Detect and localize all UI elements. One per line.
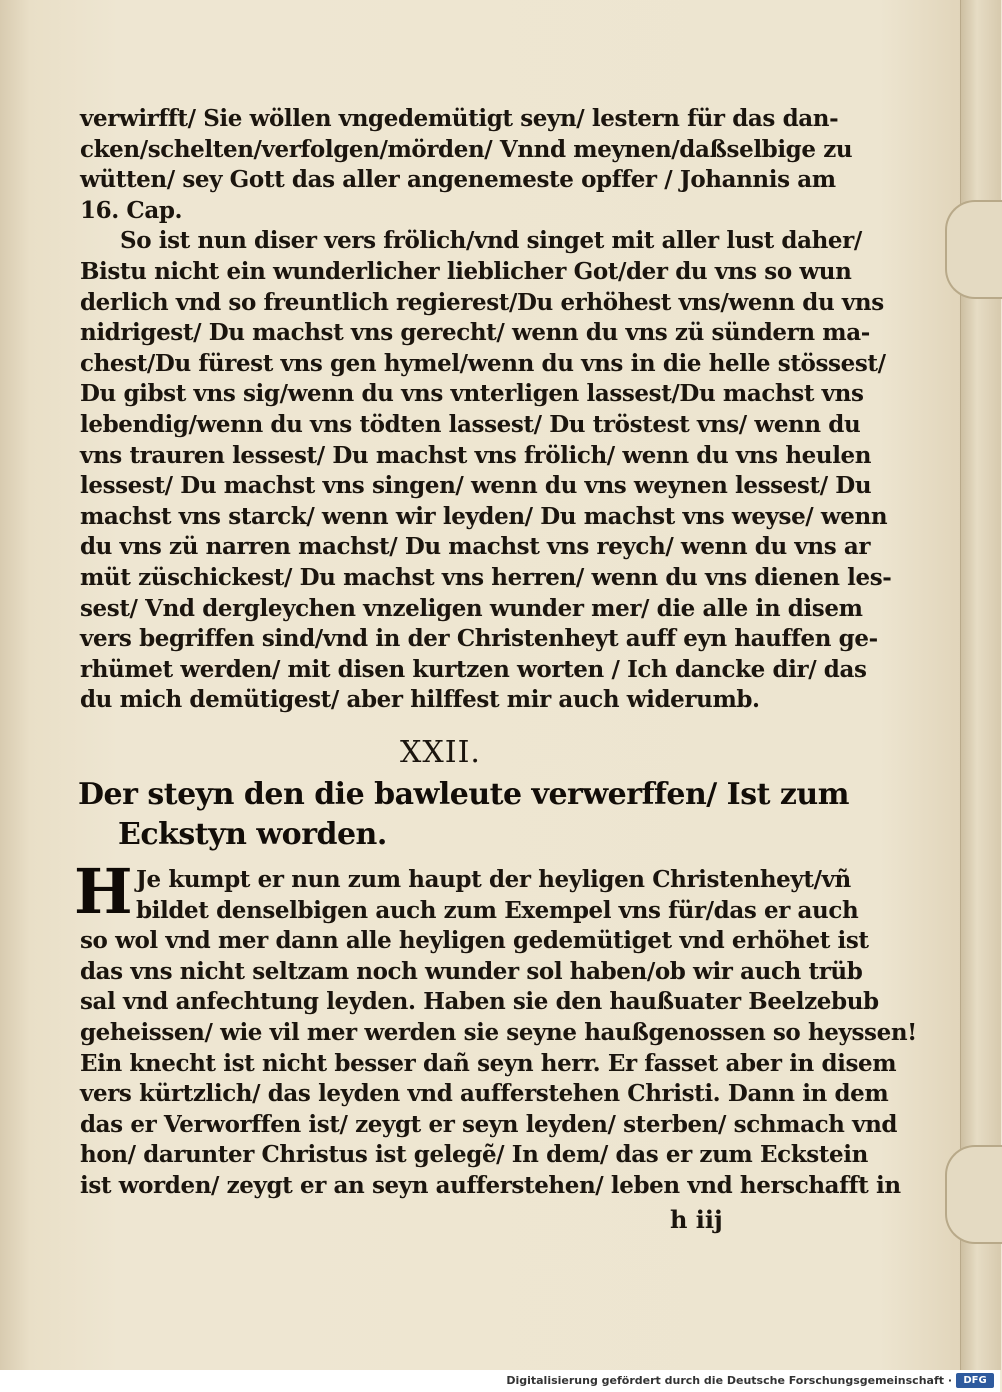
text-line: sest/ Vnd dergleychen vnzeligen wunder mer/ die alle in disem [80,594,863,622]
text-line: so wol vnd mer dann alle heyligen gedemütiget vnd erhöhet ist [80,927,869,955]
upper-text-block [80,104,892,716]
heading-line: Eckstyn worden. [118,817,387,852]
text-line: Ein knecht ist nicht besser dañ seyn herr. Er fasset aber in disem [80,1049,897,1077]
text-line: chest/Du fürest vns gen hymel/wenn du vns in die helle stössest/ [80,349,886,377]
text-line: du vns zü narren machst/ Du machst vns reych/ wenn du vns ar [80,533,871,561]
text-line: vers kürtzlich/ das leyden vnd aufferstehen Christi. Dann in dem [80,1080,889,1108]
section-heading [78,775,849,855]
text-line: du mich demütigest/ aber hilffest mir auch widerumb. [80,686,760,714]
text-line: Du gibst vns sig/wenn du vns vnterligen lassest/Du machst vns [80,380,864,408]
text-line: hon/ darunter Christus ist gelegẽ/ In dem/ das er zum Eckstein [80,1141,868,1169]
text-line: vers begriffen sind/vnd in der Christenheyt auff eyn hauffen ge- [80,625,878,653]
drop-cap-initial: H [74,855,133,928]
text-line: wütten/ sey Gott das aller angenemeste opffer / Johannis am [80,166,836,194]
page-signature: h iij [670,1205,723,1234]
text-line: nidrigest/ Du machst vns gerecht/ wenn du vns zü sündern ma- [80,319,870,347]
text-line: das vns nicht seltzam noch wunder sol haben/ob wir auch trüb [80,957,863,985]
text-line: lessest/ Du machst vns singen/ wenn du vns weynen lessest/ Du [80,472,872,500]
dfg-logo[interactable]: DFG [956,1373,994,1388]
text-line: geheissen/ wie vil mer werden sie seyne haußgenossen so heyssen! [80,1018,917,1046]
text-line: 16. Cap. [80,196,183,224]
text-line: machst vns starck/ wenn wir leyden/ Du machst vns weyse/ wenn [80,502,888,530]
text-line: sal vnd anfechtung leyden. Haben sie den haußuater Beelzebub [80,988,879,1016]
text-line: bildet denselbigen auch zum Exempel vns für/das er auch [136,896,859,924]
text-line: vns trauren lessest/ Du machst vns frölich/ wenn du vns heulen [80,441,872,469]
binding-clip-bottom [945,1145,1002,1244]
digitization-footer [0,1370,1000,1392]
text-line: verwirfft/ Sie wöllen vngedemütigt seyn/ lestern für das dan- [80,105,839,132]
text-line: So ist nun diser vers frölich/vnd singet mit aller lust daher/ [120,227,862,255]
text-line: Je kumpt er nun zum haupt der heyligen Christenheyt/vñ [136,866,851,893]
lower-text-block [80,865,917,1202]
text-line: rhümet werden/ mit disen kurtzen worten / Ich dancke dir/ das [80,655,867,683]
binding-clip-top [945,200,1002,299]
text-line: müt züschickest/ Du machst vns herren/ wenn du vns dienen les- [80,563,892,591]
section-number: XXII. [400,735,481,770]
text-line: cken/schelten/verfolgen/mörden/ Vnnd meynen/daßselbige zu [80,135,853,163]
text-line: lebendig/wenn du vns tödten lassest/ Du tröstest vns/ wenn du [80,410,861,438]
text-line: derlich vnd so freuntlich regierest/Du erhöhest vns/wenn du vns [80,288,884,316]
heading-line: Der steyn den die bawleute verwerffen/ Ist zum [78,777,849,812]
text-line: Bistu nicht ein wunderlicher lieblicher Got/der du vns so wun [80,257,852,285]
funding-credit: Digitalisierung gefördert durch die Deutsche Forschungsgemeinschaft · [506,1374,952,1387]
text-line: ist worden/ zeygt er an seyn aufferstehen/ leben vnd herschafft in [80,1171,901,1199]
text-line: das er Verworffen ist/ zeygt er seyn leyden/ sterben/ schmach vnd [80,1110,898,1138]
